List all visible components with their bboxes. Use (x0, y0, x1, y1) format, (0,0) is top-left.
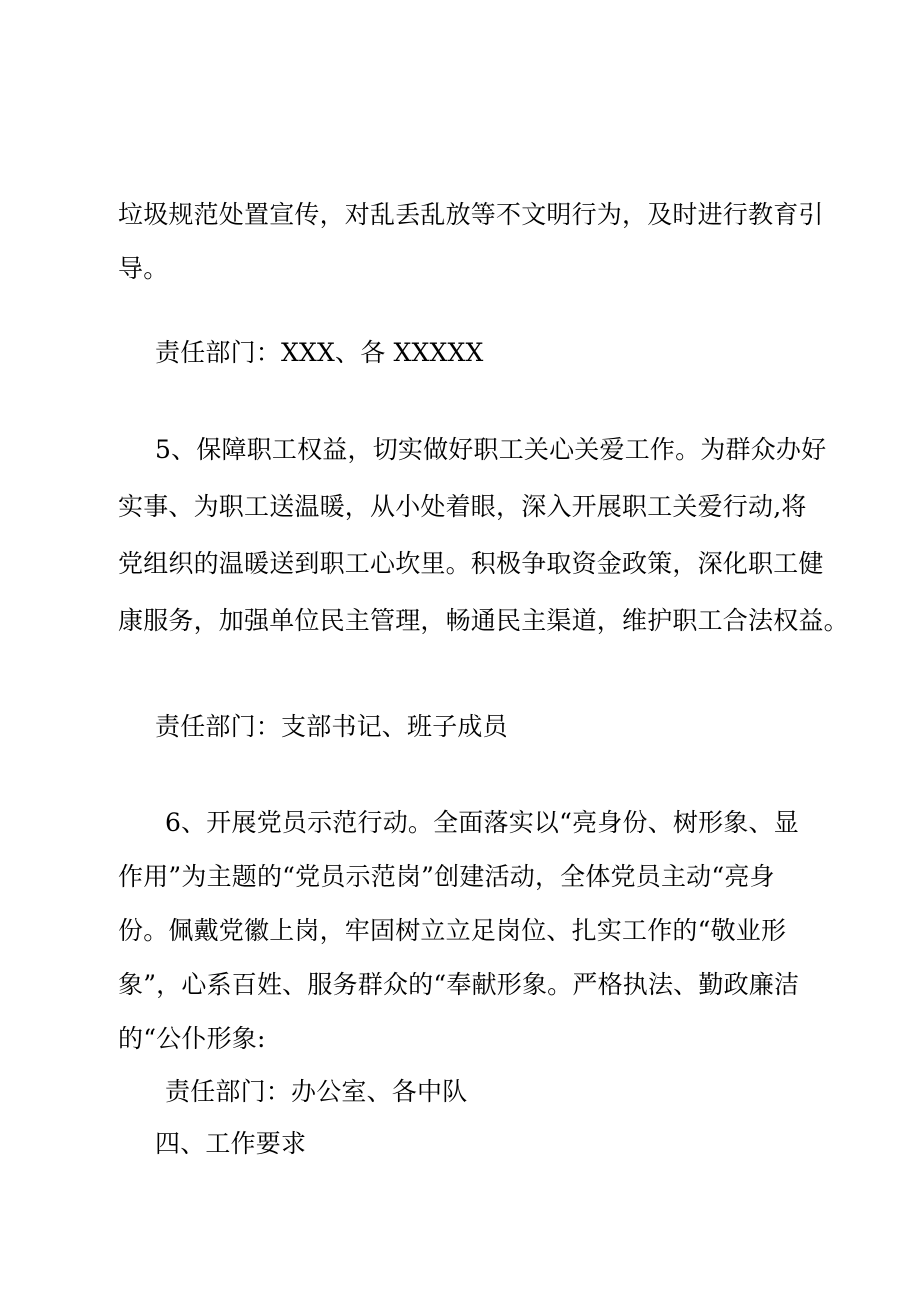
paragraph-line: 象”，心系百姓、服务群众的“奉献形象。严格执法、勤政廉洁 (118, 970, 800, 999)
item-5-heading-line: 5、保障职工权益，切实做好职工关心关爱工作。为群众办好 (155, 435, 827, 464)
paragraph-line: 康服务，加强单位民主管理，畅通民主渠道，维护职工合法权益。 (118, 606, 849, 635)
paragraph-line: 份。佩戴党徽上岗，牢固树立立足岗位、扎实工作的“敬业形 (118, 916, 787, 945)
paragraph-line: 导。 (118, 254, 169, 283)
section-heading: 四、工作要求 (155, 1129, 307, 1158)
responsible-department-line: 责任部门：办公室、各中队 (165, 1077, 468, 1106)
paragraph-line: 的“公仆形象: (118, 1024, 266, 1053)
paragraph-line: 作用”为主题的“党员示范岗”创建活动，全体党员主动“亮身 (118, 862, 775, 891)
responsible-department-line: 责任部门：XXX、各 XXXXX (155, 338, 484, 367)
paragraph-line: 党组织的温暖送到职工心坎里。积极争取资金政策，深化职工健 (118, 549, 824, 578)
responsible-department-line: 责任部门：支部书记、班子成员 (155, 712, 508, 741)
paragraph-line: 实事、为职工送温暖，从小处着眼，深入开展职工关爱行动,将 (118, 492, 807, 521)
paragraph-line: 垃圾规范处置宣传，对乱丢乱放等不文明行为，及时进行教育引 (118, 200, 824, 229)
item-6-heading-line: 6、开展党员示范行动。全面落实以“亮身份、树形象、显 (165, 808, 799, 837)
